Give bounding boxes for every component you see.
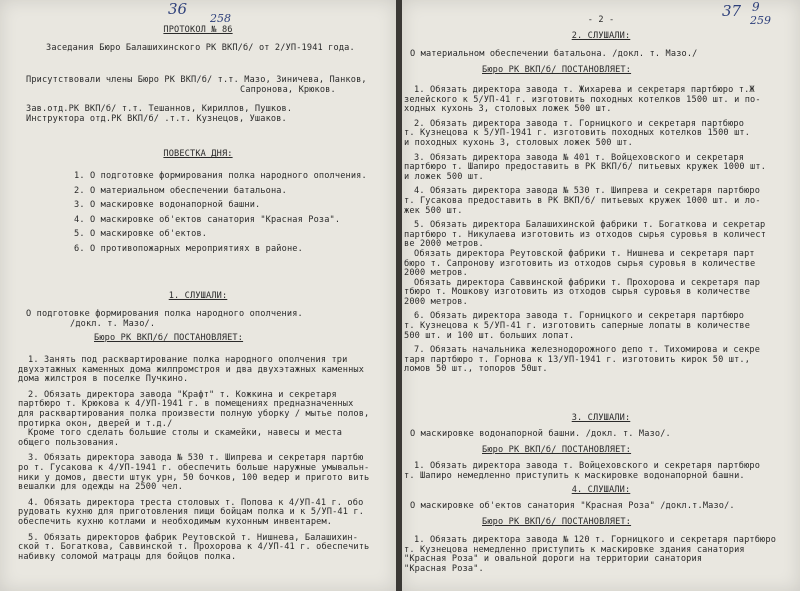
bureau-decides-4: Бюро РК ВКП/б/ ПОСТАНОВЛЯЕТ:: [482, 517, 632, 527]
attendees-block: [26, 76, 367, 124]
section-2-subject: О материальном обеспечении батальона. /докл. т. Мазо./: [410, 49, 698, 59]
item-line: 1. Обязать директора завода т. Войцеховского и секретаря партбюро: [414, 461, 761, 471]
section-3-subject: О маскировке водонапорной башни. /докл. т. Мазо/.: [410, 429, 671, 439]
section-1-subject: [26, 310, 303, 329]
item-line: 2. Обязать директора завода "Крафт" т. Кожкина и секретаря: [28, 389, 337, 400]
item-line: ники у домов, двести штук урн, 50 бочков, 100 ведер и пригото вить: [18, 472, 370, 483]
item-line: для расквартирования полка произвести полную уборку / мытье полов,: [18, 408, 370, 419]
item-line: общего пользования.: [18, 437, 120, 448]
agenda-item: 2. О материальном обеспечении батальона.: [74, 185, 287, 196]
section-2-heading: 2. СЛУШАЛИ:: [571, 31, 631, 41]
item-line: партбюро т. Крюкова к 4/УП-1941 г. в помещениях предназначенных: [18, 399, 354, 410]
item-line: зелейского к 5/УП-41 г. изготовить походных котелков 1500 шт. и по-: [404, 94, 761, 105]
item-line: обеспечить кухню котлами и необходимым кухонным инвентарем.: [18, 516, 333, 527]
item-line: и походных кухонь 3, столовых ложек 500 шт.: [404, 137, 633, 148]
section-4-items: [404, 536, 776, 574]
attendees-line: Зав.отд.РК ВКП/б/ т.т. Тешаннов, Кириллов, Пушков.: [26, 104, 293, 115]
item-line: 500 шт. и 100 шт. больших лопат.: [404, 330, 575, 341]
item-line: т. Гусакова предоставить в РК ВКП/б/ питьевых кружек 1000 шт. и ло-: [404, 195, 761, 206]
page-number: - 2 -: [587, 15, 615, 25]
item-line: 6. Обязать директора завода т. Горницкого и секретаря партбюро: [414, 311, 745, 322]
item-line: т. Кузнецова немедленно приступить к маскировке здания санатория: [404, 544, 745, 555]
item-line: двухэтажных каменных дома жилпромстроя и два двухэтажных каменных: [18, 364, 365, 375]
section-4-subject: О маскировке об'ектов санатория "Красная Роза" /докл.т.Мазо/.: [410, 501, 735, 511]
archive-number: 36: [168, 0, 188, 18]
archive-number-alt2: 259: [750, 14, 771, 27]
archive-number-alt: 258: [210, 12, 231, 25]
section-2-items: [404, 86, 766, 375]
item-line: таря партбюро т. Горнова к 13/УП-1941 г. изготовить кирок 50 шт.,: [404, 354, 751, 365]
protocol-title: ПРОТОКОЛ № 86: [163, 25, 233, 35]
archive-number: 37: [722, 2, 742, 20]
item-line: ской т. Богаткова, Саввинской т. Прохорова к 4/УП-41 г. обеспечить: [18, 542, 370, 553]
item-line: 5. Обязать директора Балашихинской фабрики т. Богаткова и секретар: [414, 220, 766, 231]
item-line: тбюро т. Мошкову изготовить из отходов сырья суровья в количестве: [404, 287, 751, 298]
item-line: Кроме того сделать большие столы и скамейки, навесы и места: [28, 428, 343, 439]
item-line: протирка окон, дверей и т.д./: [18, 418, 173, 429]
item-line: рудовать кухню для приготовления пищи бойцам полка и к 5/УП-41 г.: [18, 507, 365, 518]
section-1-line: О подготовке формирования полка народного ополчения.: [26, 309, 303, 319]
item-line: 3. Обязать директора завода № 401 т. Войцеховского и секретаря: [414, 152, 745, 163]
section-1-items: [18, 356, 369, 562]
item-line: жек 500 шт.: [404, 205, 463, 216]
agenda-item: 4. О маскировке об'ектов санатория "Красная Роза".: [74, 214, 341, 225]
item-line: ломов 50 шт., топоров 50шт.: [404, 364, 548, 375]
item-line: "Красная Роза".: [404, 563, 484, 574]
section-4-heading: 4. СЛУШАЛИ:: [571, 485, 631, 495]
item-line: дома жилстроя в поселке Пучкино.: [18, 374, 189, 385]
bureau-decides-3: Бюро РК ВКП/б/ ПОСТАНОВЛЯЕТ:: [482, 445, 632, 455]
section-3-items: [404, 462, 760, 481]
attendees-line: Сапронова, Крюков.: [240, 84, 336, 95]
left-page: [0, 0, 396, 591]
item-line: вешалки для одежды на 2500 чел.: [18, 482, 184, 493]
item-line: ро т. Гусакова к 4/УП-1941 г. обеспечить больше наружные умывальн-: [18, 462, 370, 473]
section-3-heading: 3. СЛУШАЛИ:: [571, 413, 631, 423]
bureau-decides-1: Бюро РК ВКП/б/ ПОСТАНОВЛЯЕТ:: [94, 333, 244, 343]
item-line: 5. Обязать директоров фабрик Реутовской т. Нишнева, Балашихин-: [28, 532, 359, 543]
item-line: 2000 метров.: [404, 268, 468, 279]
item-line: и ложек 500 шт.: [404, 171, 484, 182]
archive-number-alt: 9: [752, 0, 760, 14]
agenda-list: [74, 172, 367, 255]
item-line: набивку соломой матрацы для бойцов полка.: [18, 551, 237, 562]
item-line: партбюро т. Никулаева изготовить из отходов сырья суровья в количест: [404, 229, 767, 240]
agenda-item: 5. О маскировке об'ектов.: [74, 229, 208, 240]
protocol-subtitle: Заседания Бюро Балашихинского РК ВКП/б/ от 2/УП-1941 года.: [46, 43, 355, 53]
attendees-line: Присутствовали члены Бюро РК ВКП/б/ т.т. Мазо, Зиничева, Панков,: [26, 75, 367, 85]
section-1-line: /докл. т. Мазо/.: [70, 318, 156, 329]
item-line: партбюро т. Шапиро предоставить в РК ВКП/б/ питьевых кружек 1000 шт.: [404, 162, 767, 173]
agenda-title: ПОВЕСТКА ДНЯ:: [163, 149, 233, 159]
item-line: 1. Обязать директора завода т. Жихарева и секретаря партбюро т.Ж: [414, 85, 755, 95]
item-line: ве 2000 метров.: [404, 239, 484, 250]
agenda-item: 6. О противопожарных мероприятиях в районе.: [74, 243, 303, 254]
attendees-line: Инструктора отд.РК ВКП/б/ .т.т. Кузнецов, Ушаков.: [26, 113, 287, 124]
item-line: 1. Обязать директора завода № 120 т. Горницкого и секретаря партбюро: [414, 535, 777, 545]
item-line: Обязать директора Саввинской фабрики т. Прохорова и секретаря пар: [414, 277, 761, 288]
item-line: 4. Обязать директора завода № 530 т. Шипрева и секретаря партбюро: [414, 186, 761, 197]
bureau-decides-2: Бюро РК ВКП/б/ ПОСТАНОВЛЯЕТ:: [482, 65, 632, 75]
item-line: 7. Обязать начальника железнодорожного депо т. Тихомирова и секре: [414, 345, 761, 356]
item-line: "Красная Роза" и овальной дороги на территории санатория: [404, 554, 703, 565]
item-line: Обязать директора Реутовской фабрики т. Нишнева и секретаря парт: [414, 248, 755, 259]
right-page: [402, 0, 800, 591]
section-1-heading: 1. СЛУШАЛИ:: [168, 291, 228, 301]
item-line: т. Кузнецова к 5/УП-1941 г. изготовить походных котелков 1500 шт.: [404, 128, 751, 139]
item-line: 4. Обязать директора треста столовых т. Попова к 4/УП-41 г. обо: [28, 497, 364, 508]
item-line: 3. Обязать директора завода № 530 т. Шипрева и секретаря партбю: [28, 453, 364, 464]
agenda-item: 3. О маскировке водонапорной башни.: [74, 200, 261, 211]
item-line: 2000 метров.: [404, 296, 468, 307]
item-line: т. Кузнецова к 5/УП-41 г. изготовить саперные лопаты в количестве: [404, 321, 751, 332]
item-line: ходных кухонь 3, столовых ложек 500 шт.: [404, 104, 612, 115]
item-line: т. Шапиро немедленно приступить к маскировке водонапорной башни.: [404, 470, 745, 481]
agenda-item: 1. О подготовке формирования полка народного ополчения.: [74, 171, 367, 181]
item-line: бюро т. Сапронову изготовить из отходов сырья суровья в количестве: [404, 258, 756, 269]
item-line: 1. Занять под расквартирование полка народного ополчения три: [28, 355, 348, 365]
item-line: 2. Обязать директора завода т. Горницкого и секретаря партбюро: [414, 118, 745, 129]
